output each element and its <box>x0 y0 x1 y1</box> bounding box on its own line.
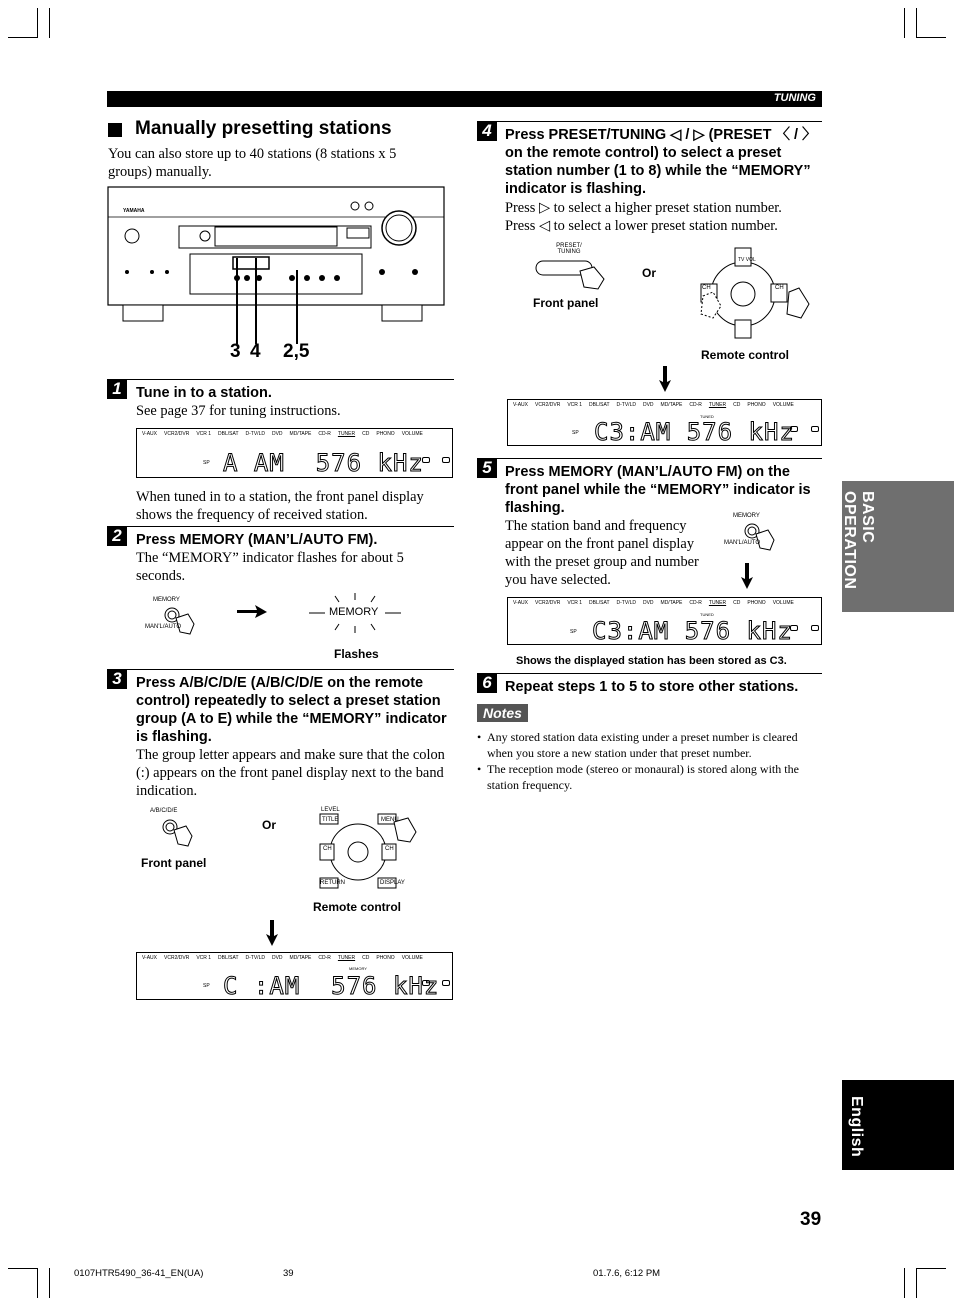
lcd-input-label: DVD <box>642 402 654 408</box>
lcd-input-label: DVD <box>642 600 654 606</box>
front-panel-display <box>136 428 453 478</box>
lcd-input-label: VOLUME <box>401 955 423 961</box>
footer-page: 39 <box>283 1268 294 1279</box>
display-button[interactable]: DISPLAY <box>380 880 405 886</box>
crop-mark <box>8 1268 38 1269</box>
lcd-input-label: DBL/SAT <box>218 431 239 437</box>
lcd-r-indicator <box>811 625 819 631</box>
crop-mark <box>916 1268 917 1298</box>
step-number: 3 <box>107 669 127 689</box>
lcd-input-label: DVD <box>271 431 283 437</box>
lcd-input-label: VOLUME <box>772 600 794 606</box>
lcd-input-label: MD/TAPE <box>289 431 312 437</box>
after-step1-text: When tuned in to a station, the front panel display shows the frequency of received station. <box>136 489 424 523</box>
front-panel-display <box>507 399 822 446</box>
lcd-input-label: V-AUX <box>513 402 529 408</box>
receiver-front-panel-illustration <box>107 186 447 326</box>
step-text: The station band and frequency appear on the front panel display with the preset group and number you have selected. <box>505 518 699 588</box>
lcd-input-label: MD/TAPE <box>660 402 683 408</box>
lcd-input-label: VCR2/DVR <box>535 402 561 408</box>
crop-mark <box>8 37 38 38</box>
step-text: See page 37 for tuning instructions. <box>136 403 341 419</box>
lcd-input-label: CD-R <box>689 402 702 408</box>
lcd-input-label: TUNER <box>708 600 727 606</box>
step-number: 5 <box>477 458 497 478</box>
remote-control-caption: Remote control <box>313 900 402 914</box>
menu-button[interactable]: MENU <box>381 817 399 823</box>
arrow-right-icon <box>237 605 267 619</box>
lcd-tuned-indicator: TUNED <box>700 414 714 419</box>
side-tab-basic-operation <box>842 481 954 612</box>
front-panel-caption: Front panel <box>141 856 207 870</box>
crop-mark <box>49 8 50 38</box>
note-item: • The reception mode (stereo or monaural) is stored along with the station frequency. <box>477 762 799 792</box>
section-header-bar <box>107 91 822 107</box>
lcd-input-label: VCR 1 <box>567 402 583 408</box>
lcd-sp: SP <box>203 460 210 466</box>
lcd-input-label: CD <box>362 431 370 437</box>
lcd-input-label: DBL/SAT <box>218 955 239 961</box>
lcd-input-label: CD <box>733 402 741 408</box>
intro-text: You can also store up to 40 stations (8 stations x 5 groups) manually. <box>108 146 397 180</box>
lcd-l-indicator <box>790 426 798 432</box>
side-tab-label: BASIC OPERATION <box>841 491 876 590</box>
step-rule <box>107 669 454 670</box>
lcd-input-row <box>508 402 821 408</box>
lcd-input-label: PHONO <box>747 600 766 606</box>
callout-line <box>236 258 238 344</box>
lcd-input-label: DBL/SAT <box>589 600 610 606</box>
step-rule <box>477 673 822 674</box>
lcd-input-label: PHONO <box>376 955 395 961</box>
lcd-input-label: VCR2/DVR <box>164 431 190 437</box>
side-tab-english <box>842 1080 954 1170</box>
step-number: 4 <box>477 121 497 141</box>
step-number: 2 <box>107 526 127 546</box>
flashes-caption: Flashes <box>334 647 379 661</box>
lcd-r-indicator <box>811 426 819 432</box>
lcd-input-label: CD <box>733 600 741 606</box>
lcd-input-label: PHONO <box>376 431 395 437</box>
lcd-input-label: V-AUX <box>142 955 158 961</box>
lcd-sp: SP <box>572 430 579 436</box>
lcd-input-label: TUNER <box>337 955 356 961</box>
lcd-input-label: CD-R <box>318 955 331 961</box>
lcd-input-label: VCR 1 <box>567 600 583 606</box>
lcd-input-label: CD <box>362 955 370 961</box>
front-panel-caption: Front panel <box>533 296 599 310</box>
lcd-r-indicator <box>442 457 450 463</box>
step-rule <box>477 121 822 122</box>
step-title: Press MEMORY (MAN’L/AUTO FM). <box>136 532 378 548</box>
ch-plus-button[interactable]: CH <box>775 285 784 291</box>
lcd-frequency: C3:AM 576 kHz <box>592 617 793 645</box>
step-title: Press MEMORY (MAN’L/AUTO FM) on the front panel while the “MEMORY” indicator is flashing. <box>505 464 811 516</box>
lcd-input-label: TUNER <box>708 402 727 408</box>
return-button[interactable]: RETURN <box>320 880 345 886</box>
lcd-input-label: DVD <box>271 955 283 961</box>
ch-minus-button[interactable]: CH <box>702 285 711 291</box>
step-title: Press A/B/C/D/E (A/B/C/D/E on the remote control) repeatedly to select a preset station group (A to E) while the “MEMORY” indicator is flashing. <box>136 675 447 745</box>
manl-auto-label: MAN'L/AUTO <box>145 624 182 630</box>
lcd-input-label: CD-R <box>689 600 702 606</box>
callout-number: 3 <box>230 341 241 362</box>
callout-number: 4 <box>250 341 261 362</box>
lcd-input-label: VCR2/DVR <box>535 600 561 606</box>
step-text: The “MEMORY” indicator flashes for about 5 seconds. <box>136 550 404 584</box>
side-tab-label: English <box>848 1096 865 1158</box>
step-title: Tune in to a station. <box>136 385 272 401</box>
lcd-input-label: VCR2/DVR <box>164 955 190 961</box>
front-panel-display <box>136 952 453 1000</box>
lcd-input-label: MD/TAPE <box>289 955 312 961</box>
page-number: 39 <box>800 1209 822 1230</box>
lcd-input-label: D-TV/LD <box>245 431 265 437</box>
crop-mark <box>37 8 38 38</box>
step-text: Press ▷ to select a higher preset station number. <box>505 200 782 216</box>
title-button[interactable]: TITLE <box>322 817 339 823</box>
step-number: 6 <box>477 673 497 693</box>
lcd-input-row <box>508 600 821 606</box>
svg-text:YAMAHA: YAMAHA <box>123 208 145 214</box>
step-rule <box>107 379 454 380</box>
lcd-tuned-indicator: TUNED <box>700 612 714 617</box>
step-rule <box>107 526 454 527</box>
remote-control-caption: Remote control <box>701 348 790 362</box>
callout-line <box>255 258 257 344</box>
step-title: Repeat steps 1 to 5 to store other stations. <box>505 679 799 695</box>
crop-mark <box>904 8 905 38</box>
lcd-input-row <box>137 431 452 437</box>
lcd-input-label: CD-R <box>318 431 331 437</box>
memory-indicator-text: MEMORY <box>329 606 379 618</box>
level-label: LEVEL <box>321 807 340 813</box>
lcd-input-label: V-AUX <box>513 600 529 606</box>
crop-mark <box>916 37 946 38</box>
step-rule <box>477 458 822 459</box>
notes-heading: Notes <box>477 704 528 722</box>
lcd-input-label: D-TV/LD <box>616 402 636 408</box>
abcde-button-press <box>158 816 198 850</box>
lcd-input-label: VCR 1 <box>196 431 212 437</box>
or-label: Or <box>262 818 277 832</box>
lcd-input-label: MD/TAPE <box>660 600 683 606</box>
footer-date: 01.7.6, 6:12 PM <box>593 1268 661 1279</box>
lcd-l-indicator <box>790 625 798 631</box>
lcd-input-label: VOLUME <box>401 431 423 437</box>
arrow-down-icon <box>266 920 278 946</box>
page-title: Manually presetting stations <box>135 118 392 139</box>
abcde-label: A/B/C/D/E <box>150 808 178 814</box>
lcd-r-indicator <box>442 980 450 986</box>
lcd-input-label: PHONO <box>747 402 766 408</box>
manl-auto-label: MAN'L/AUTO <box>724 540 761 546</box>
ch-minus-button[interactable]: CH <box>323 846 332 852</box>
note-item: • Any stored station data existing under a preset number is cleared when you store a new station under that preset number. <box>477 730 798 760</box>
lcd-sp: SP <box>570 629 577 635</box>
footer-file: 0107HTR5490_36-41_EN(UA) <box>74 1268 204 1279</box>
lcd-frequency: C :AM 576 kHz <box>223 972 440 1000</box>
crop-mark <box>916 1268 946 1269</box>
lcd-input-label: TUNER <box>337 431 356 437</box>
memory-label: MEMORY <box>733 513 760 519</box>
lcd-l-indicator <box>422 980 430 986</box>
memory-label: MEMORY <box>153 597 180 603</box>
arrow-down-icon <box>659 366 671 392</box>
step-number: 1 <box>107 379 127 399</box>
step-text: The group letter appears and make sure that the colon (:) appears on the front panel display next to the band indication. <box>136 747 445 799</box>
lcd-input-label: VCR 1 <box>196 955 212 961</box>
step-text: Press ◁ to select a lower preset station number. <box>505 218 778 234</box>
ch-plus-button[interactable]: CH <box>385 846 394 852</box>
callout-line <box>296 270 298 344</box>
notes-list <box>477 729 822 793</box>
callout-number: 2,5 <box>283 341 310 362</box>
lcd-frequency: A AM 576 kHz <box>223 449 424 477</box>
step-title: Press PRESET/TUNING ◁ / ▷ (PRESET 〈 / 〉 on the remote control) to select a preset station number (1 to 8) while the “MEMORY” indicator is flashing. <box>505 127 817 197</box>
crop-mark <box>37 1268 38 1298</box>
lcd-sp: SP <box>203 983 210 989</box>
lcd-frequency: C3:AM 576 kHz <box>594 418 795 446</box>
arrow-down-icon <box>741 563 753 589</box>
section-bullet <box>108 123 122 137</box>
front-panel-display <box>507 597 822 645</box>
section-label: TUNING <box>773 92 816 104</box>
lcd-input-label: D-TV/LD <box>245 955 265 961</box>
crop-mark <box>49 1268 50 1298</box>
or-label: Or <box>642 266 657 280</box>
lcd-input-label: V-AUX <box>142 431 158 437</box>
crop-mark <box>916 8 917 38</box>
stored-caption: Shows the displayed station has been stored as C3. <box>516 655 787 667</box>
lcd-memory-indicator: MEMORY <box>349 966 367 971</box>
memory-button-press <box>160 604 200 638</box>
memory-button-press <box>740 520 780 554</box>
preset-tuning-label: PRESET/ TUNING <box>556 243 582 255</box>
lcd-input-label: DBL/SAT <box>589 402 610 408</box>
lcd-input-label: D-TV/LD <box>616 600 636 606</box>
lcd-input-label: VOLUME <box>772 402 794 408</box>
tv-vol-label: TV VOL <box>738 257 756 263</box>
preset-tuning-button-press <box>532 257 608 293</box>
lcd-l-indicator <box>422 457 430 463</box>
lcd-input-row <box>137 955 452 961</box>
crop-mark <box>904 1268 905 1298</box>
